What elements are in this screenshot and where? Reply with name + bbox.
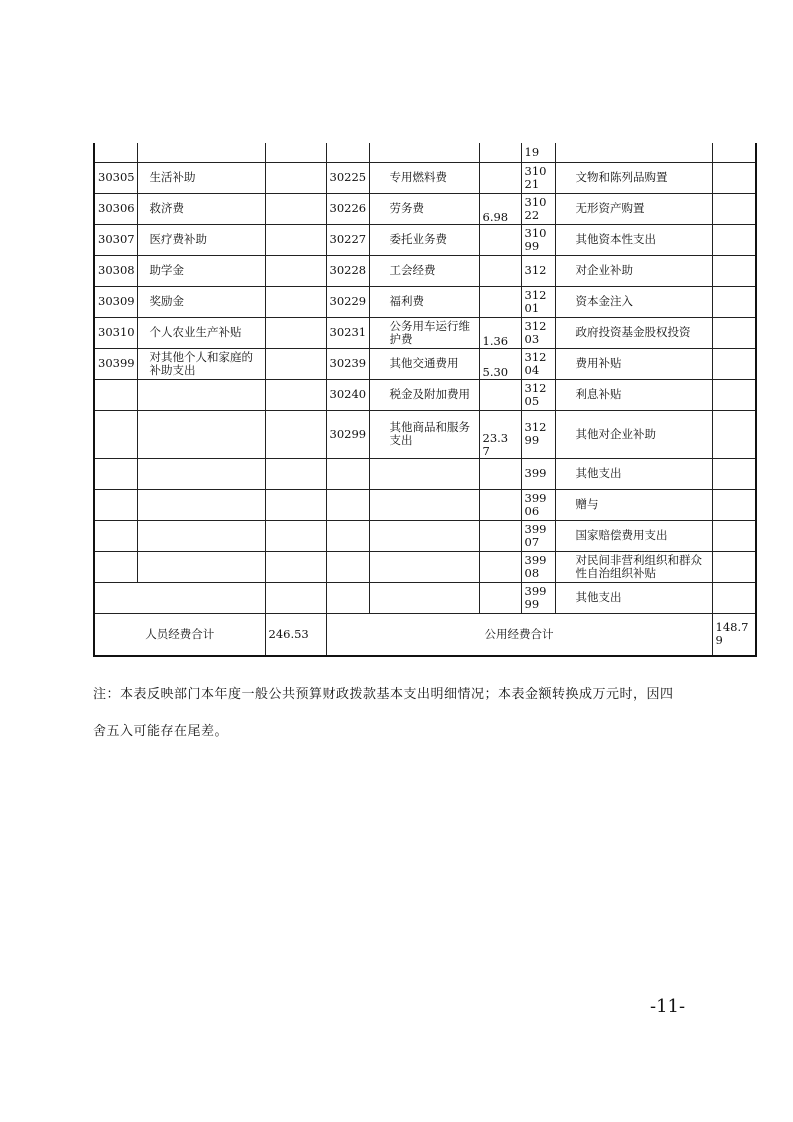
table-row [94, 143, 756, 162]
amount [265, 286, 326, 317]
amount [712, 582, 756, 613]
subject-name: 利息补贴 [555, 379, 712, 410]
econ-code: 312 03 [521, 317, 555, 348]
subject-name: 福利费 [369, 286, 479, 317]
amount [712, 143, 756, 162]
subject-name: 其他交通费用 [369, 348, 479, 379]
subject-name: 文物和陈列品购置 [555, 162, 712, 193]
econ-code: 30227 [326, 224, 369, 255]
subject-name: 资本金注入 [555, 286, 712, 317]
econ-code: 399 07 [521, 520, 555, 551]
econ-code [326, 551, 369, 582]
econ-code: 312 99 [521, 410, 555, 458]
amount [479, 551, 521, 582]
table-body [94, 143, 756, 656]
subject-name: 政府投资基金股权投资 [555, 317, 712, 348]
subject-name [555, 143, 712, 162]
econ-code: 312 01 [521, 286, 555, 317]
subject-name [137, 410, 265, 458]
econ-code: 30239 [326, 348, 369, 379]
table-row [94, 551, 756, 582]
amount [712, 162, 756, 193]
econ-code: 399 [521, 458, 555, 489]
note-line-2: 舍五入可能存在尾差。 [93, 724, 229, 739]
econ-code: 30240 [326, 379, 369, 410]
econ-code: 30307 [94, 224, 137, 255]
econ-code: 30306 [94, 193, 137, 224]
amount [265, 520, 326, 551]
amount [712, 489, 756, 520]
amount [712, 551, 756, 582]
subject-name: 公务用车运行维护费 [369, 317, 479, 348]
econ-code: 30229 [326, 286, 369, 317]
subject-name: 费用补贴 [555, 348, 712, 379]
totals-row [94, 613, 756, 656]
amount [479, 379, 521, 410]
amount [479, 582, 521, 613]
amount [712, 193, 756, 224]
amount: 23.3 7 [479, 410, 521, 458]
amount [712, 317, 756, 348]
econ-code [326, 489, 369, 520]
amount [479, 224, 521, 255]
econ-code [94, 520, 137, 551]
econ-code [94, 410, 137, 458]
table-row [94, 286, 756, 317]
subject-name [137, 520, 265, 551]
amount [479, 255, 521, 286]
table-row [94, 458, 756, 489]
amount [265, 379, 326, 410]
econ-code: 399 08 [521, 551, 555, 582]
subject-name [137, 489, 265, 520]
econ-code: 30299 [326, 410, 369, 458]
econ-code [326, 143, 369, 162]
amount [712, 410, 756, 458]
amount [265, 162, 326, 193]
amount [712, 379, 756, 410]
econ-code [326, 458, 369, 489]
econ-code [94, 489, 137, 520]
subject-name: 对其他个人和家庭的补助支出 [137, 348, 265, 379]
subject-name: 其他商品和服务支出 [369, 410, 479, 458]
econ-code: 310 99 [521, 224, 555, 255]
page-number: -11- [650, 996, 686, 1017]
personnel-total-value: 246.53 [265, 613, 326, 656]
expenditure-detail-table [93, 143, 757, 657]
econ-code: 30305 [94, 162, 137, 193]
econ-code: 30399 [94, 348, 137, 379]
subject-name: 委托业务费 [369, 224, 479, 255]
table-row [94, 193, 756, 224]
personnel-total-label: 人员经费合计 [94, 613, 265, 656]
amount [265, 458, 326, 489]
subject-name: 其他资本性支出 [555, 224, 712, 255]
table-row [94, 348, 756, 379]
subject-name: 其他支出 [555, 458, 712, 489]
subject-name: 国家赔偿费用支出 [555, 520, 712, 551]
econ-code [94, 379, 137, 410]
amount [265, 348, 326, 379]
table-row [94, 162, 756, 193]
table-row [94, 224, 756, 255]
amount [265, 551, 326, 582]
subject-name: 专用燃料费 [369, 162, 479, 193]
amount [479, 489, 521, 520]
subject-name [369, 551, 479, 582]
econ-code [326, 582, 369, 613]
amount [265, 193, 326, 224]
subject-name [369, 458, 479, 489]
econ-code [94, 143, 137, 162]
amount [265, 143, 326, 162]
subject-name [369, 520, 479, 551]
amount [479, 458, 521, 489]
subject-name: 劳务费 [369, 193, 479, 224]
econ-code [94, 458, 137, 489]
table-row [94, 410, 756, 458]
econ-code: 30308 [94, 255, 137, 286]
amount [265, 317, 326, 348]
amount [479, 520, 521, 551]
econ-code: 30231 [326, 317, 369, 348]
amount [712, 286, 756, 317]
amount [265, 224, 326, 255]
amount [712, 458, 756, 489]
subject-name [369, 143, 479, 162]
subject-name: 对民间非营利组织和群众性自治组织补贴 [555, 551, 712, 582]
amount [265, 489, 326, 520]
subject-name: 医疗费补助 [137, 224, 265, 255]
public-total-value: 148.7 9 [712, 613, 756, 656]
econ-code: 30225 [326, 162, 369, 193]
econ-code: 19 [521, 143, 555, 162]
subject-name: 生活补助 [137, 162, 265, 193]
econ-code: 399 06 [521, 489, 555, 520]
econ-code: 30226 [326, 193, 369, 224]
table-row [94, 255, 756, 286]
amount [265, 582, 326, 613]
amount [479, 162, 521, 193]
subject-name: 税金及附加费用 [369, 379, 479, 410]
subject-name [369, 489, 479, 520]
econ-code: 30228 [326, 255, 369, 286]
amount [265, 255, 326, 286]
subject-name: 其他支出 [555, 582, 712, 613]
subject-name [137, 458, 265, 489]
subject-name: 无形资产购置 [555, 193, 712, 224]
econ-code: 312 05 [521, 379, 555, 410]
econ-code: 30310 [94, 317, 137, 348]
subject-name: 其他对企业补助 [555, 410, 712, 458]
subject-name: 对企业补助 [555, 255, 712, 286]
amount [712, 255, 756, 286]
subject-name [137, 379, 265, 410]
table-row [94, 520, 756, 551]
table-row [94, 489, 756, 520]
subject-name [137, 551, 265, 582]
table-row [94, 582, 756, 613]
table-row [94, 317, 756, 348]
econ-code: 30309 [94, 286, 137, 317]
row-cell-merged [94, 582, 265, 613]
econ-code: 312 [521, 255, 555, 286]
amount: 5.30 [479, 348, 521, 379]
econ-code: 399 99 [521, 582, 555, 613]
subject-name: 救济费 [137, 193, 265, 224]
table-row [94, 379, 756, 410]
subject-name [137, 143, 265, 162]
amount [479, 286, 521, 317]
note-line-1: 注：本表反映部门本年度一般公共预算财政拨款基本支出明细情况；本表金额转换成万元时，因四 [93, 687, 674, 702]
econ-code: 310 22 [521, 193, 555, 224]
amount [712, 224, 756, 255]
subject-name: 奖励金 [137, 286, 265, 317]
amount [712, 348, 756, 379]
econ-code: 312 04 [521, 348, 555, 379]
econ-code [94, 551, 137, 582]
amount: 6.98 [479, 193, 521, 224]
subject-name: 助学金 [137, 255, 265, 286]
econ-code: 310 21 [521, 162, 555, 193]
econ-code [326, 520, 369, 551]
amount [712, 520, 756, 551]
subject-name: 工会经费 [369, 255, 479, 286]
amount [479, 143, 521, 162]
subject-name [369, 582, 479, 613]
subject-name: 个人农业生产补贴 [137, 317, 265, 348]
amount: 1.36 [479, 317, 521, 348]
subject-name: 赠与 [555, 489, 712, 520]
public-total-label: 公用经费合计 [326, 613, 712, 656]
amount [265, 410, 326, 458]
